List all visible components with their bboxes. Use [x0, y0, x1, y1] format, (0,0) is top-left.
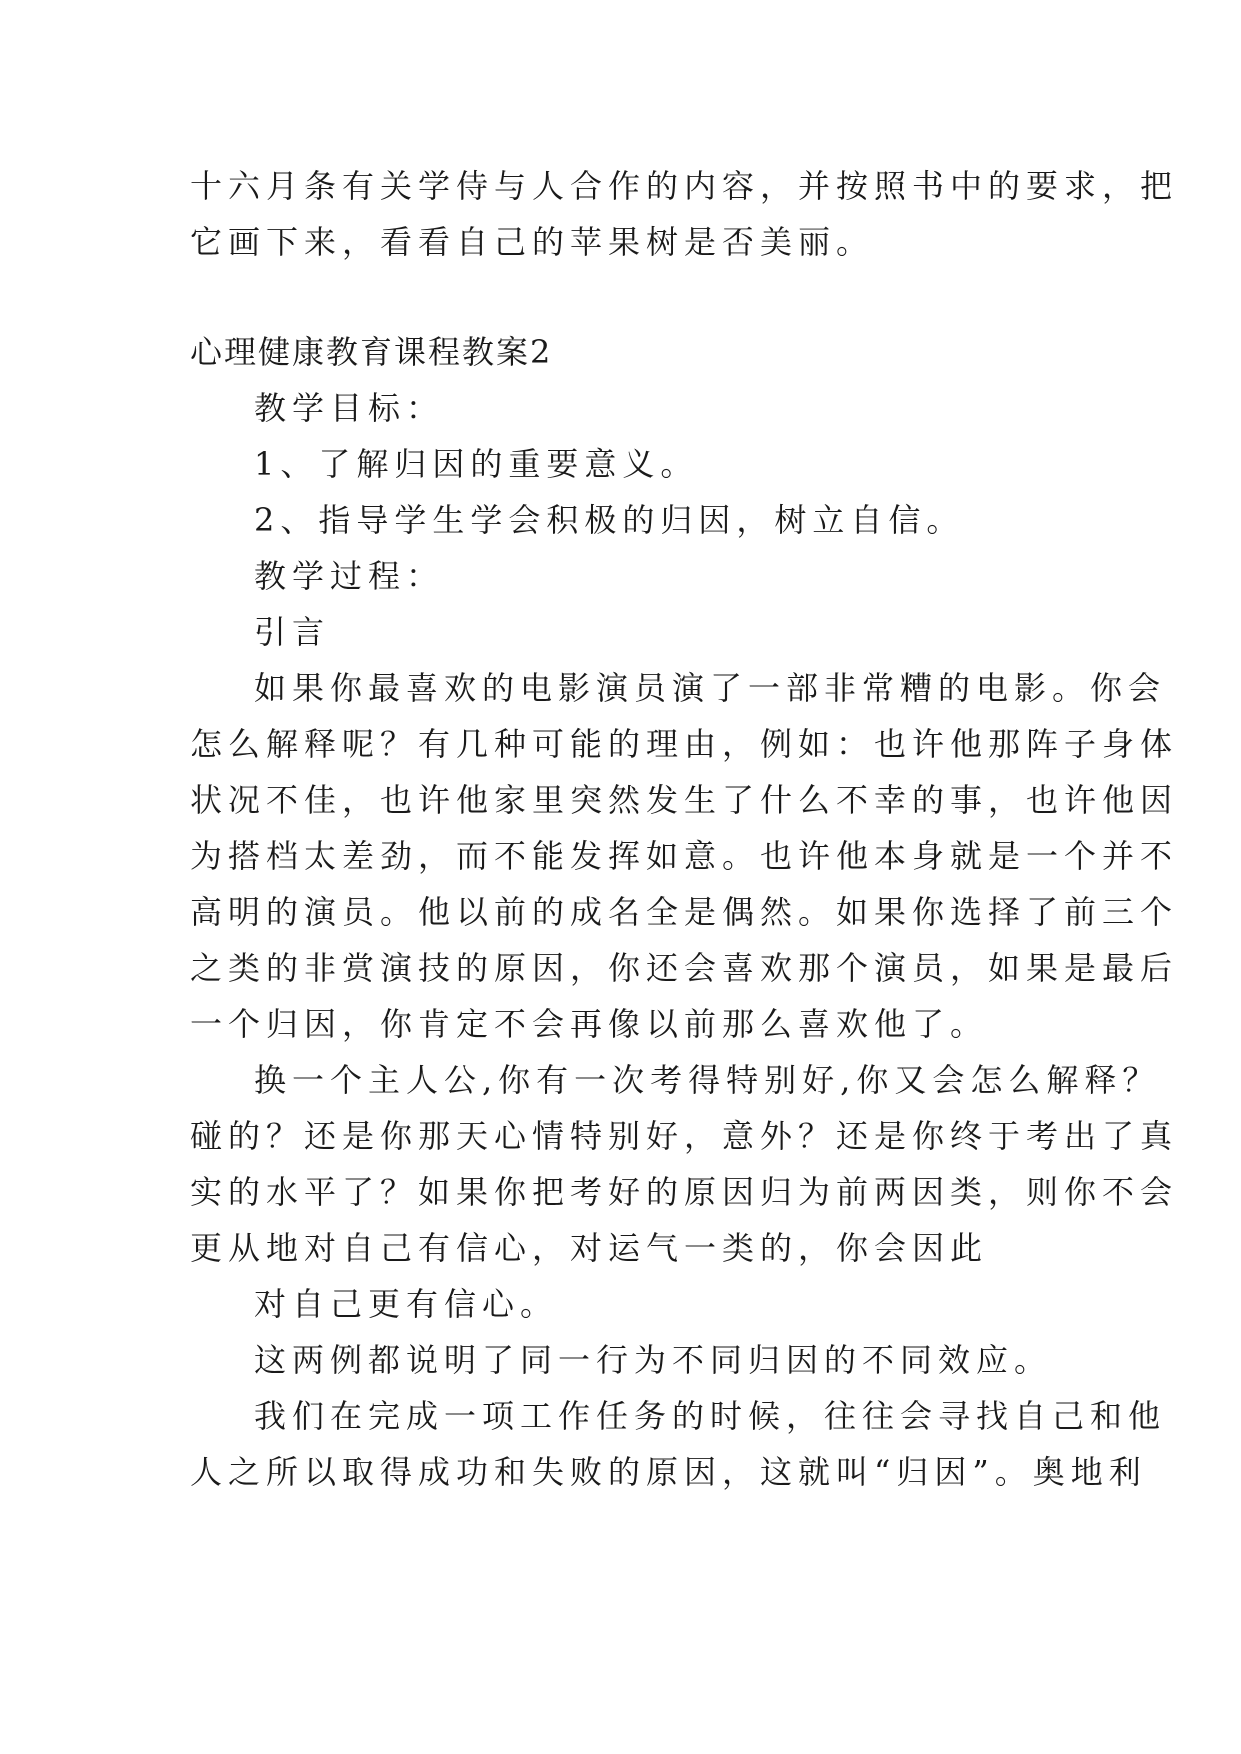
body-line: 之类的非赏演技的原因，你还会喜欢那个演员，如果是最后	[190, 949, 1179, 987]
body-line: 一个归因，你肯定不会再像以前那么喜欢他了。	[190, 1005, 989, 1043]
body-line: 状况不佳，也许他家里突然发生了什么不幸的事，也许他因	[190, 781, 1179, 819]
body-line: 更从地对自己有信心，对运气一类的，你会因此	[190, 1229, 989, 1267]
body-line: 我们在完成一项工作任务的时候，往往会寻找自己和他	[254, 1397, 1167, 1435]
list-item: 2、指导学生学会积极的归因，树立自信。	[254, 501, 965, 539]
list-item: 1、了解归因的重要意义。	[254, 445, 699, 483]
body-line: 碰的？还是你那天心情特别好，意外？还是你终于考出了真	[190, 1117, 1179, 1155]
body-line: 怎么解释呢？有几种可能的理由，例如：也许他那阵子身体	[190, 725, 1179, 763]
body-line: 对自己更有信心。	[254, 1285, 559, 1323]
subheading: 教学目标：	[254, 389, 445, 427]
body-line: 如果你最喜欢的电影演员演了一部非常糟的电影。你会	[254, 669, 1167, 707]
subheading: 教学过程：	[254, 557, 445, 595]
body-line: 换一个主人公,你有一次考得特别好,你又会怎么解释？	[254, 1061, 1161, 1099]
body-line: 为搭档太差劲，而不能发挥如意。也许他本身就是一个并不	[190, 837, 1179, 875]
subheading: 引言	[254, 613, 331, 651]
body-line: 它画下来，看看自己的苹果树是否美丽。	[190, 223, 875, 261]
body-line: 十六月条有关学侍与人合作的内容，并按照书中的要求，把	[190, 167, 1179, 205]
body-line: 这两例都说明了同一行为不同归因的不同效应。	[254, 1341, 1053, 1379]
body-line: 人之所以取得成功和失败的原因，这就叫“归因”。奥地利	[190, 1453, 1147, 1491]
body-line: 高明的演员。他以前的成名全是偶然。如果你选择了前三个	[190, 893, 1179, 931]
body-line: 实的水平了？如果你把考好的原因归为前两因类，则你不会	[190, 1173, 1179, 1211]
section-title: 心理健康教育课程教案2	[190, 333, 553, 371]
